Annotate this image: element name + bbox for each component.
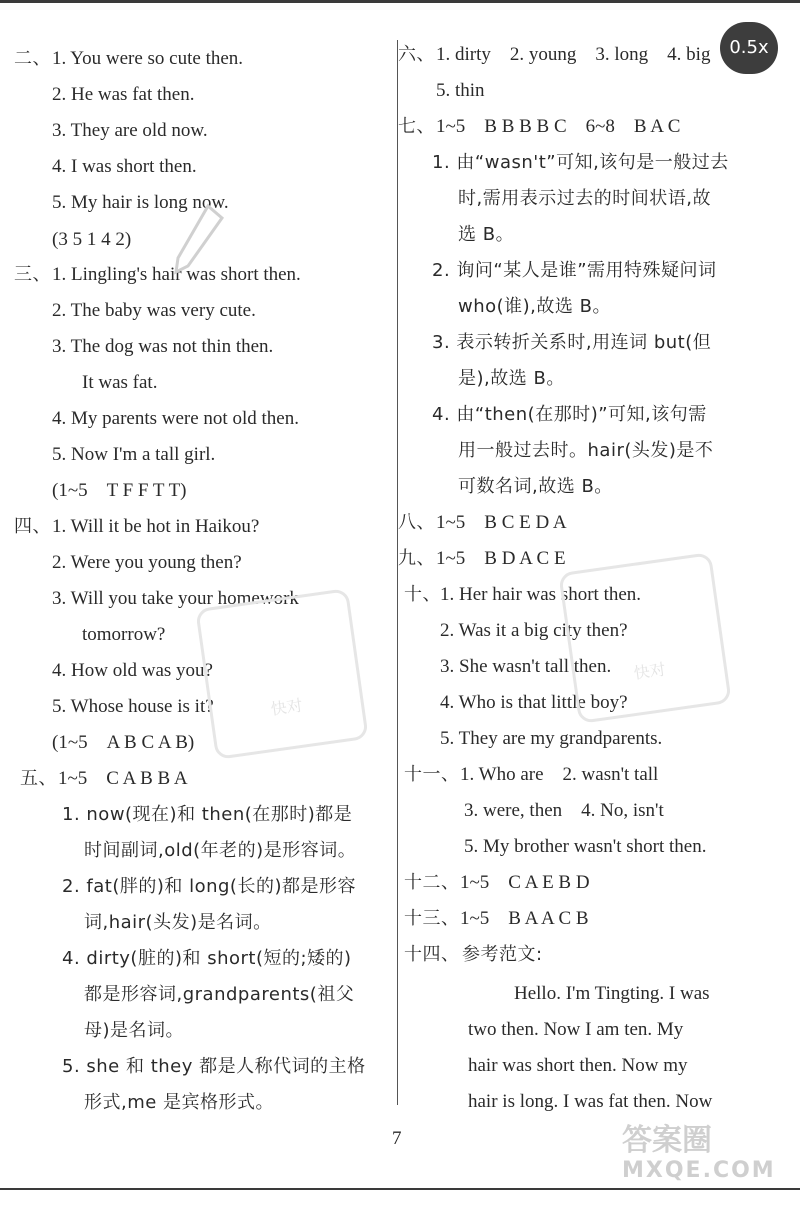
s7-note-2b: who(谁),故选 B。	[458, 296, 611, 317]
s10-item-4: 4. Who is that little boy?	[440, 692, 628, 713]
s11-line-1: 1. Who are 2. wasn't tall	[460, 764, 659, 785]
page-number: 7	[392, 1128, 402, 1149]
s4-answers: (1~5 A B C A B)	[52, 732, 195, 753]
s2-item-4: 4. I was short then.	[52, 156, 197, 177]
pencil-watermark-icon	[168, 200, 228, 280]
watermark-url: MXQE.COM	[622, 1158, 776, 1183]
s2-item-3: 3. They are old now.	[52, 120, 208, 141]
s7-answers: 1~5 B B B B C 6~8 B A C	[436, 116, 681, 137]
section-12-head: 十二、	[404, 872, 460, 893]
s10-item-3: 3. She wasn't tall then.	[440, 656, 612, 677]
s10-item-1: 1. Her hair was short then.	[440, 584, 642, 605]
watermark-logo: 答案圈	[622, 1123, 712, 1158]
s7-note-3b: 是),故选 B。	[458, 368, 565, 389]
section-6-head: 六、	[398, 44, 435, 65]
s4-item-2: 2. Were you young then?	[52, 552, 242, 573]
bottom-rule	[0, 1188, 800, 1190]
s10-item-5: 5. They are my grandparents.	[440, 728, 663, 749]
s10-item-2: 2. Was it a big city then?	[440, 620, 628, 641]
s7-note-3: 3. 表示转折关系时,用连词 but(但	[432, 332, 712, 353]
s13-answers: 1~5 B A A C B	[460, 908, 589, 929]
s7-note-4b: 用一般过去时。hair(头发)是不	[458, 440, 714, 461]
s5-note-4b: 都是形容词,grandparents(祖父	[84, 984, 355, 1005]
watermark-stamp-left-text: 快对	[269, 695, 304, 719]
s4-item-1: 1. Will it be hot in Haikou?	[52, 516, 260, 537]
s5-note-5b: 形式,me 是宾格形式。	[84, 1092, 275, 1113]
s5-note-4: 4. dirty(脏的)和 short(短的;矮的)	[62, 948, 352, 969]
s5-note-2: 2. fat(胖的)和 long(长的)都是形容	[62, 876, 356, 897]
s2-item-2: 2. He was fat then.	[52, 84, 195, 105]
section-11-head: 十一、	[404, 764, 460, 785]
s12-answers: 1~5 C A E B D	[460, 872, 590, 893]
s5-answers: 1~5 C A B B A	[58, 768, 188, 789]
section-8-head: 八、	[398, 512, 435, 533]
s2-order: (3 5 1 4 2)	[52, 229, 132, 250]
section-9-head: 九、	[398, 548, 435, 569]
s7-note-4: 4. 由“then(在那时)”可知,该句需	[432, 404, 707, 425]
section-2-head: 二、	[14, 48, 51, 69]
s5-note-5: 5. she 和 they 都是人称代词的主格	[62, 1056, 366, 1077]
s5-note-1: 1. now(现在)和 then(在那时)都是	[62, 804, 353, 825]
s8-answers: 1~5 B C E D A	[436, 512, 567, 533]
s4-item-3b: tomorrow?	[82, 624, 166, 645]
watermark-stamp-right	[558, 552, 732, 724]
essay-line-2: two then. Now I am ten. My	[468, 1019, 684, 1040]
top-rule	[0, 0, 800, 3]
section-5-head: 五、	[20, 768, 57, 789]
section-14-head: 十四、	[404, 944, 460, 965]
playback-speed-button[interactable]: 0.5x	[720, 22, 778, 74]
s3-tf: (1~5 T F F T T)	[52, 480, 187, 501]
s3-item-4: 4. My parents were not old then.	[52, 408, 299, 429]
s3-item-2: 2. The baby was very cute.	[52, 300, 256, 321]
s3-item-5: 5. Now I'm a tall girl.	[52, 444, 216, 465]
s7-note-2: 2. 询问“某人是谁”需用特殊疑问词	[432, 260, 717, 281]
watermark-stamp-left	[195, 588, 369, 760]
s4-item-4: 4. How old was you?	[52, 660, 213, 681]
section-7-head: 七、	[398, 116, 435, 137]
s2-item-5: 5. My hair is long now.	[52, 192, 229, 213]
sample-essay	[468, 976, 768, 1120]
s5-note-4c: 母)是名词。	[84, 1020, 185, 1041]
s9-answers: 1~5 B D A C E	[436, 548, 566, 569]
watermark-stamp-right-text: 快对	[632, 659, 667, 683]
s4-item-3: 3. Will you take your homework	[52, 588, 299, 609]
s5-note-1b: 时间副词,old(年老的)是形容词。	[84, 840, 357, 861]
section-13-head: 十三、	[404, 908, 460, 929]
essay-line-3: hair was short then. Now my	[468, 1055, 688, 1076]
s6-line-1: 1. dirty 2. young 3. long 4. big	[436, 44, 711, 65]
s7-note-1b: 时,需用表示过去的时间状语,故	[458, 188, 711, 209]
s7-note-1: 1. 由“wasn't”可知,该句是一般过去	[432, 152, 729, 173]
s11-line-3: 5. My brother wasn't short then.	[464, 836, 707, 857]
s7-note-4c: 可数名词,故选 B。	[458, 476, 613, 497]
s4-item-5: 5. Whose house is it?	[52, 696, 214, 717]
s11-line-2: 3. were, then 4. No, isn't	[464, 800, 664, 821]
s2-item-1: 1. You were so cute then.	[52, 48, 244, 69]
section-4-head: 四、	[14, 516, 51, 537]
s3-item-3b: It was fat.	[82, 372, 158, 393]
essay-line-4: hair is long. I was fat then. Now	[468, 1091, 713, 1112]
s7-note-1c: 选 B。	[458, 224, 515, 245]
s14-title: 参考范文:	[462, 944, 543, 965]
essay-line-1: Hello. I'm Tingting. I was	[514, 983, 710, 1004]
s6-line-2: 5. thin	[436, 80, 485, 101]
column-divider	[397, 40, 398, 1105]
section-10-head: 十、	[404, 584, 441, 605]
s5-note-2b: 词,hair(头发)是名词。	[84, 912, 272, 933]
s3-item-1: 1. Lingling's hair was short then.	[52, 264, 301, 285]
s3-item-3: 3. The dog was not thin then.	[52, 336, 274, 357]
section-3-head: 三、	[14, 264, 51, 285]
